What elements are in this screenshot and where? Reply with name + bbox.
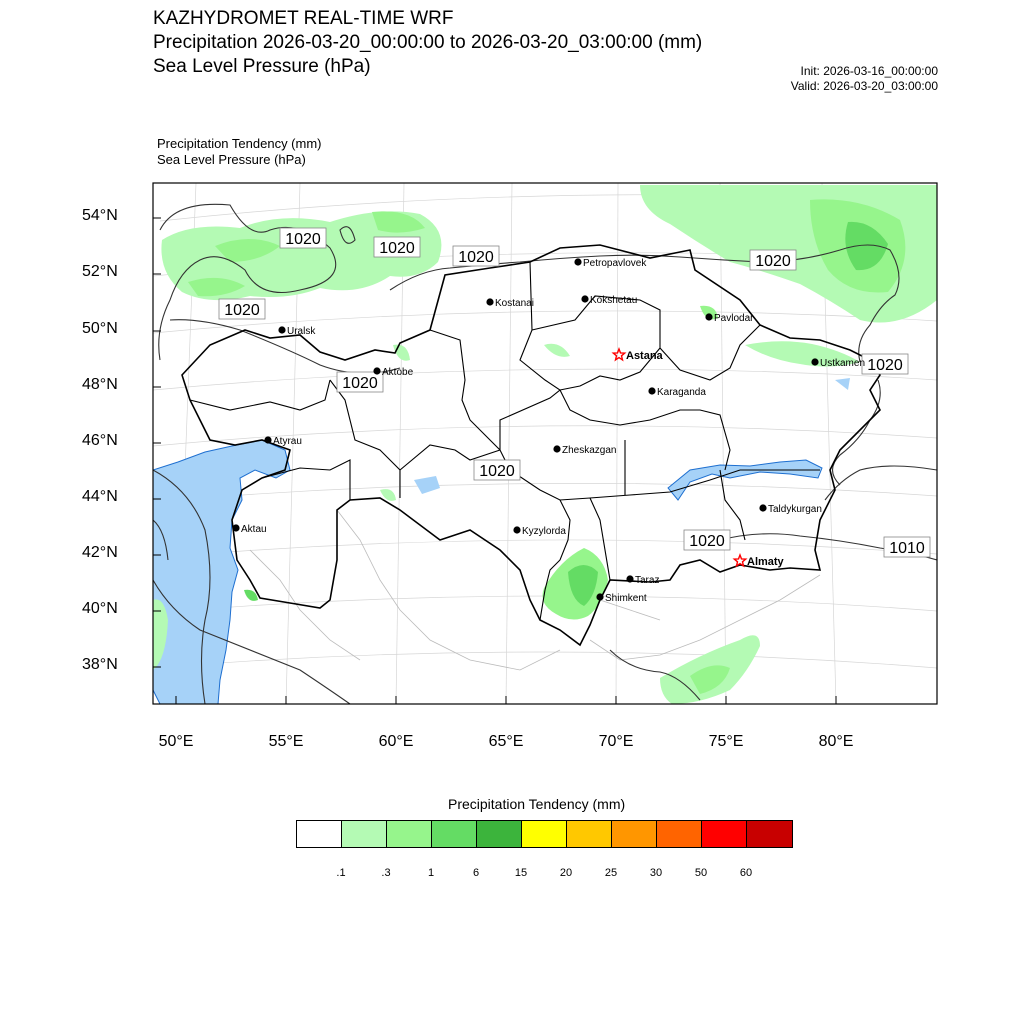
city-dot-icon: [648, 387, 655, 394]
svg-text:1020: 1020: [689, 533, 725, 550]
lat-tick-label: 38°N: [82, 656, 118, 673]
city-dot-icon: [596, 593, 603, 600]
colorbar-label: .3: [381, 867, 391, 879]
svg-text:1020: 1020: [224, 302, 260, 319]
lat-tick-label: 46°N: [82, 432, 118, 449]
city-dot-icon: [705, 313, 712, 320]
city-label: Almaty: [747, 556, 784, 568]
city-label: Pavlodar: [714, 313, 754, 324]
city-label: Aktobe: [382, 367, 414, 378]
lon-tick-label: 50°E: [158, 733, 194, 750]
city-astana: [613, 349, 663, 362]
city-zheskazgan: [553, 445, 616, 456]
svg-text:1020: 1020: [479, 463, 515, 480]
city-label: Aktau: [241, 524, 267, 535]
colorbar-label: 25: [604, 867, 618, 879]
city-label: Atyrau: [273, 436, 302, 447]
colorbar-swatch: [432, 821, 477, 847]
svg-text:1020: 1020: [458, 249, 494, 266]
slp-title: Sea Level Pressure (hPa): [153, 56, 371, 77]
colorbar: [296, 820, 793, 848]
precip-period-title: Precipitation 2026-03-20_00:00:00 to 2026-03-20_03:00:00 (mm): [153, 32, 703, 53]
isobar-label: [884, 537, 930, 557]
isobar-label: [750, 250, 796, 270]
city-kyzylorda: [513, 526, 566, 537]
lat-tick-label: 42°N: [82, 544, 118, 561]
isobar-label: [337, 372, 383, 392]
lat-tick-label: 52°N: [82, 263, 118, 280]
city-dot-icon: [264, 436, 271, 443]
colorbar-swatch: [612, 821, 657, 847]
city-label: Shimkent: [605, 593, 647, 604]
colorbar-label: 6: [472, 867, 480, 879]
colorbar-label: 15: [514, 867, 528, 879]
city-dot-icon: [759, 504, 766, 511]
city-petropavlovek: [574, 258, 647, 269]
colorbar-label: .1: [336, 867, 346, 879]
city-label: Taraz: [635, 575, 660, 586]
capital-star-icon: [613, 349, 624, 360]
city-label: Uralsk: [287, 326, 316, 337]
city-dot-icon: [373, 367, 380, 374]
colorbar-label: 60: [739, 867, 753, 879]
lon-tick-label: 75°E: [708, 733, 744, 750]
isobar-label: [862, 354, 908, 374]
city-uralsk: [278, 326, 316, 337]
city-dot-icon: [581, 295, 588, 302]
city-aktau: [232, 524, 266, 535]
colorbar-swatch: [387, 821, 432, 847]
colorbar-swatch: [702, 821, 747, 847]
city-dot-icon: [278, 326, 285, 333]
colorbar-swatch: [522, 821, 567, 847]
lat-tick-label: 54°N: [82, 207, 118, 224]
city-label: Kostanai: [495, 298, 534, 309]
svg-text:1020: 1020: [285, 231, 321, 248]
isobar-label: [474, 460, 520, 480]
lat-tick-label: 40°N: [82, 600, 118, 617]
valid-time: Valid: 2026-03-20_03:00:00: [790, 79, 938, 93]
init-time: Init: 2026-03-16_00:00:00: [800, 64, 938, 78]
isobar-label: [219, 299, 265, 319]
colorbar-swatch: [657, 821, 702, 847]
city-label: Zheskazgan: [562, 445, 617, 456]
city-kostanai: [486, 298, 534, 309]
colorbar-label: 20: [559, 867, 573, 879]
city-karaganda: [648, 387, 706, 398]
svg-text:1020: 1020: [342, 375, 378, 392]
chart-title: KAZHYDROMET REAL-TIME WRF: [153, 8, 454, 29]
lon-tick-label: 70°E: [598, 733, 634, 750]
city-dot-icon: [811, 358, 818, 365]
city-shimkent: [596, 593, 647, 604]
colorbar-swatch: [747, 821, 792, 847]
city-dot-icon: [574, 258, 581, 265]
isobar-label: [280, 228, 326, 248]
colorbar-label: 50: [694, 867, 708, 879]
precip-field-label: Precipitation Tendency (mm): [157, 136, 322, 151]
city-dot-icon: [513, 526, 520, 533]
city-label: Astana: [626, 350, 663, 362]
lon-tick-label: 55°E: [268, 733, 304, 750]
city-taldykurgan: [759, 504, 822, 515]
colorbar-label: 30: [649, 867, 663, 879]
city-kokshetau: [581, 295, 637, 306]
city-dot-icon: [553, 445, 560, 452]
city-dot-icon: [626, 575, 633, 582]
isobar-label: [374, 237, 420, 257]
isobar-label: [453, 246, 499, 266]
city-markers: [232, 258, 865, 604]
capital-star-icon: [734, 555, 745, 566]
city-dot-icon: [486, 298, 493, 305]
city-label: Petropavlovek: [583, 258, 647, 269]
colorbar-swatch: [567, 821, 612, 847]
svg-text:1020: 1020: [867, 357, 903, 374]
city-taraz: [626, 575, 659, 586]
svg-text:1020: 1020: [379, 240, 415, 257]
city-label: Ustkamen: [820, 358, 866, 369]
city-label: Taldykurgan: [768, 504, 822, 515]
colorbar-swatch: [477, 821, 522, 847]
lat-tick-label: 50°N: [82, 320, 118, 337]
slp-field-label: Sea Level Pressure (hPa): [157, 152, 306, 167]
lon-tick-label: 60°E: [378, 733, 414, 750]
city-dot-icon: [232, 524, 239, 531]
city-label: Kokshetau: [590, 295, 638, 306]
svg-text:1020: 1020: [755, 253, 791, 270]
svg-text:1010: 1010: [889, 540, 925, 557]
colorbar-swatch: [297, 821, 342, 847]
city-label: Kyzylorda: [522, 526, 566, 537]
lon-tick-label: 80°E: [818, 733, 854, 750]
lat-tick-label: 44°N: [82, 488, 118, 505]
city-label: Karaganda: [657, 387, 706, 398]
lon-tick-label: 65°E: [488, 733, 524, 750]
colorbar-label: 1: [427, 867, 435, 879]
colorbar-swatch: [342, 821, 387, 847]
isobar-label: [684, 530, 730, 550]
city-ustkamen: [811, 358, 865, 369]
colorbar-title: Precipitation Tendency (mm): [448, 796, 626, 812]
lat-tick-label: 48°N: [82, 376, 118, 393]
